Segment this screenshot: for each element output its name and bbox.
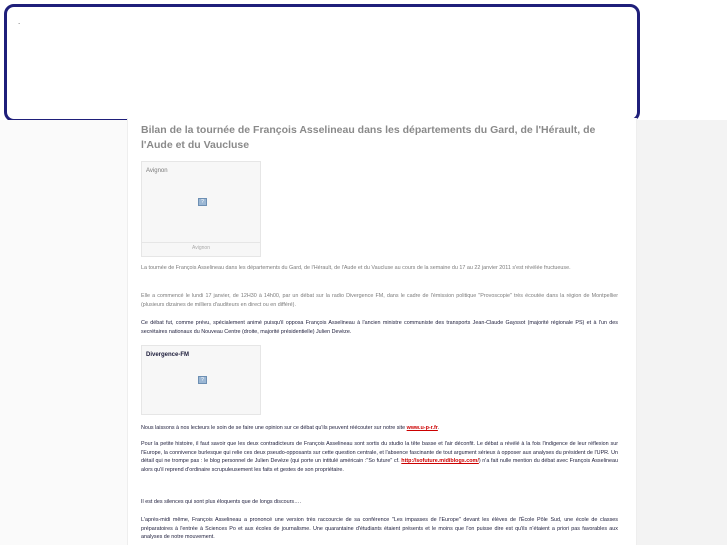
image-caption: Divergence-FM <box>146 352 190 358</box>
image-caption: Avignon <box>146 168 168 174</box>
paragraph-6: Il est des silences qui sont plus éloquents que de longs discours…. <box>141 499 302 505</box>
left-margin <box>0 120 127 545</box>
paragraph-7: L'après-midi même, François Asselineau a prononcé une version très raccourcie de sa conférence "Les impasses de l'Europe" devant les élèves de l'École Pôle Sud, une école de classes préparatoires à l'entrée à Sciences Po et aux écoles de journalisme. Une quarantaine d'étudiants étaient présents et le moins que l'on puisse dire est qu'ils n'étaient a priori pas favorables aux analyses de notre mouvement. <box>141 517 618 540</box>
sofuture-blog-link[interactable]: http://sofuture.midiblogs.com/ <box>401 458 479 464</box>
paragraph-4: Nous laissons à nos lecteurs le soin de se faire une opinion sur ce débat qu'ils peuvent réécouter sur notre site www.u-p-r.fr. <box>141 425 440 431</box>
paragraph-1: La tournée de François Asselineau dans les départements du Gard, de l'Hérault, de l'Aude et du Vaucluse au cours de la semaine du 17 au 22 janvier 2011 s'est révélée fructueuse. <box>141 265 571 271</box>
article-title: Bilan de la tournée de François Asselineau dans les départements du Gard, de l'Hérault, de l'Aude et du Vaucluse <box>141 124 596 151</box>
paragraph-3: Ce débat fut, comme prévu, spécialement animé puisqu'il opposa François Asselineau à l'ancien ministre communiste des transports Jean-Claude Gayssot (majorité régionale PS) et à l'un des secrétaires nationaux du Nouveau Centre (droite, majorité présidentielle) Julien Devèze. <box>141 320 618 335</box>
image-bottom-caption: Avignon <box>142 242 260 252</box>
image-divergence-fm[interactable] <box>141 345 261 415</box>
header-banner <box>4 4 640 122</box>
paragraph-2: Elle a commencé le lundi 17 janvier, de 12H30 à 14h00, par un débat sur la radio Divergence FM, dans le cadre de l'émission politique "Provoscopie" très écoutée dans la région de Montpellier (plusieurs dizaines de milliers d'auditeurs en direct ou en différé). <box>141 293 618 308</box>
right-sidebar <box>637 120 727 545</box>
upr-site-link[interactable]: www.u-p-r.fr <box>406 425 438 431</box>
paragraph-5: Pour la petite histoire, il faut savoir que les deux contradicteurs de François Asselineau sont sortis du studio la tête basse et l'air déconfit. Le débat a révélé à la fois l'indigence de leur réflexion sur l'Europe, la connivence burlesque qui relie ces deux pseudo-opposants sur cette question centrale, et l'absence fascinante de tout argument sérieux à opposer aux analyses du président de l'UPR. Un détail qui ne trompe pas : le blog personnel de Julien Devèze (qui porte un intitulé américain :"So future" cf. http://sofuture.midiblogs.com/) n'a fait nulle mention du débat avec François Asselineau alors qu'il reprend d'ordinaire scrupuleusement les faits et gestes de son propriétaire. <box>141 441 618 473</box>
article-content <box>127 118 637 545</box>
image-avignon[interactable] <box>141 161 261 257</box>
broken-image-icon: ? <box>198 376 207 384</box>
broken-image-icon: ? <box>198 198 207 206</box>
header-dot: . <box>18 17 21 26</box>
